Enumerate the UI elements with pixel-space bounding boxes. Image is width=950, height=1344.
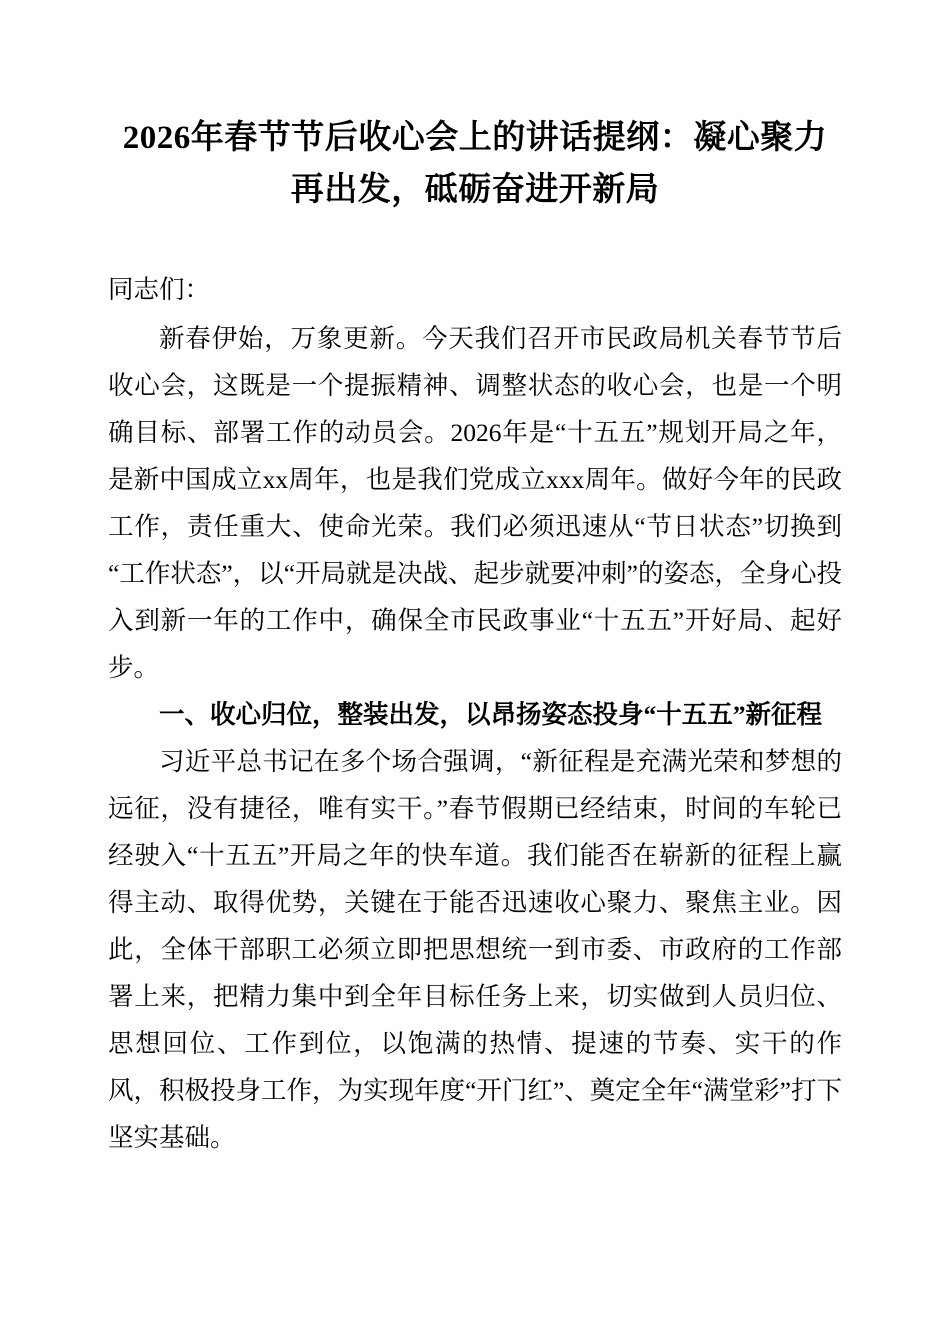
salutation: 同志们：	[108, 275, 211, 304]
paragraph-1: 新春伊始，万象更新。今天我们召开市民政局机关春节节后收心会，这既是一个提振精神、调整状态的收心会，也是一个明确目标、部署工作的动员会。2026年是“十五五”规划开局之年，是新中国成立xx周年，也是我们党成立xxx周年。做好今年的民政工作，责任重大、使命光荣。我们必须迅速从“节日状态”切换到“工作状态”，以“开局就是决战、起步就要冲刺”的姿态，全身心投入到新一年的工作中，确保全市民政事业“十五五”开好局、起好步。	[108, 324, 842, 682]
section-heading-1: 一、收心归位，整装出发，以昂扬姿态投身“十五五”新征程	[159, 700, 823, 729]
page-title: 2026年春节节后收心会上的讲话提纲：凝心聚力再出发，砥砺奋进开新局	[122, 120, 828, 208]
paragraph-2: 习近平总书记在多个场合强调，“新征程是充满光荣和梦想的远征，没有捷径，唯有实干。”春节假期已经结束，时间的车轮已经驶入“十五五”开局之年的快车道。我们能否在崭新的征程上赢得主动、取得优势，关键在于能否迅速收心聚力、聚焦主业。因此，全体干部职工必须立即把思想统一到市委、市政府的工作部署上来，把精力集中到全年目标任务上来，切实做到人员归位、思想回位、工作到位，以饱满的热情、提速的节奏、实干的作风，积极投身工作，为实现年度“开门红”、奠定全年“满堂彩”打下坚实基础。	[108, 747, 842, 1152]
